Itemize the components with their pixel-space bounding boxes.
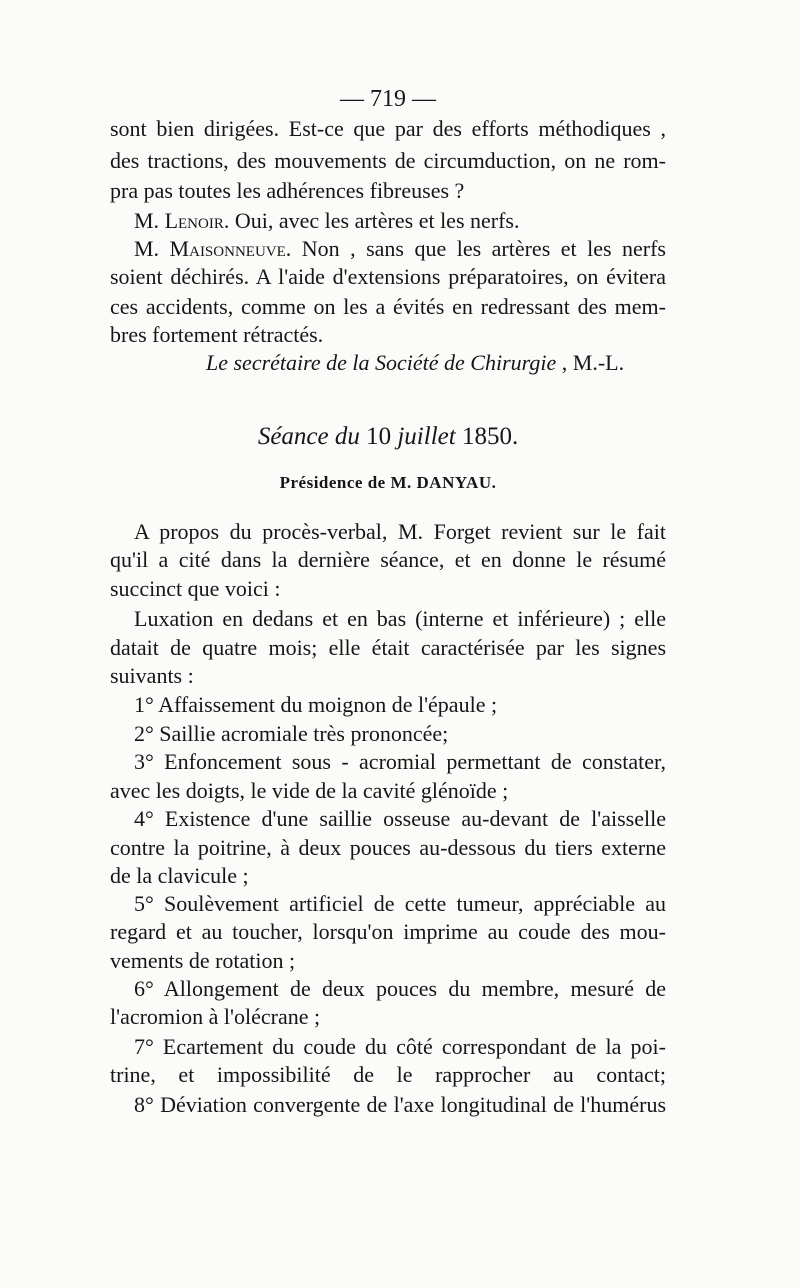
body-line: trine, et impossibilité de le rapprocher au contact; <box>110 1062 666 1087</box>
body-line: 6° Allongement de deux pouces du membre, mesuré de <box>134 976 666 1001</box>
body-line: A propos du procès-verbal, M. Forget revient sur le fait <box>134 519 666 544</box>
body-line: contre la poitrine, à deux pouces au-dessous du tiers externe <box>110 835 666 860</box>
body-line: qu'il a cité dans la dernière séance, et en donne le résumé <box>110 547 666 572</box>
body-line: 8° Déviation convergente de l'axe longitudinal de l'humérus <box>134 1092 666 1117</box>
text-line: des tractions, des mouvements de circumduction, on ne rom- <box>110 148 666 173</box>
signature <box>206 348 624 378</box>
text-line: pra pas toutes les adhérences fibreuses ? <box>110 178 465 203</box>
body-line: vements de rotation ; <box>110 948 296 973</box>
body-line: de la clavicule ; <box>110 863 249 888</box>
speaker-prefix: M. <box>134 236 170 261</box>
speech-text: . Non , sans que les artères et les nerfs <box>285 236 666 261</box>
session-day: 10 <box>366 423 392 450</box>
session-prefix: Séance du <box>257 423 367 450</box>
text-line: sont bien dirigées. Est-ce que par des efforts méthodiques , <box>110 116 666 141</box>
speaker-prefix: M. <box>134 208 165 233</box>
body-line: Luxation en dedans et en bas (interne et inférieure) ; elle <box>134 606 666 631</box>
body-line: avec les doigts, le vide de la cavité glénoïde ; <box>110 778 509 803</box>
body-line: l'acromion à l'olécrane ; <box>110 1004 321 1029</box>
session-heading <box>0 422 776 452</box>
body-line: 7° Ecartement du coude du côté correspondant de la poi- <box>134 1034 666 1059</box>
speaker-name: Maisonneuve <box>169 236 286 261</box>
speech-text: . Oui, avec les artères et les nerfs. <box>223 208 520 233</box>
body-line: suivants : <box>110 663 194 688</box>
body-line: succinct que voici : <box>110 576 281 601</box>
speaker-name: Lenoir <box>164 208 224 233</box>
body-line: 3° Enfoncement sous - acromial permettant de constater, <box>134 749 666 774</box>
session-year: 1850. <box>461 423 519 450</box>
text-line: ces accidents, comme on les a évités en redressant des mem- <box>110 294 666 319</box>
page-number: — 719 — <box>340 86 436 112</box>
signature-role: Le secrétaire de la Société de Chirurgie <box>206 350 557 375</box>
signature-initials: , M.-L. <box>556 350 625 375</box>
speaker-line-lenoir <box>134 206 666 236</box>
body-line: datait de quatre mois; elle était caractérisée par les signes <box>110 635 666 660</box>
body-line: regard et au toucher, lorsqu'on imprime au coude des mou- <box>110 919 666 944</box>
speaker-line-maisonneuve <box>134 234 666 264</box>
presidence-heading: Présidence de M. DANYAU. <box>279 473 497 492</box>
session-month: juillet <box>391 423 462 450</box>
body-line: 1° Affaissement du moignon de l'épaule ; <box>134 692 498 717</box>
body-line: 5° Soulèvement artificiel de cette tumeur, appréciable au <box>134 891 666 916</box>
text-line: soient déchirés. A l'aide d'extensions préparatoires, on évitera <box>110 264 666 289</box>
body-line: 4° Existence d'une saillie osseuse au-devant de l'aisselle <box>134 806 666 831</box>
text-line: bres fortement rétractés. <box>110 322 324 347</box>
body-line: 2° Saillie acromiale très prononcée; <box>134 721 449 746</box>
